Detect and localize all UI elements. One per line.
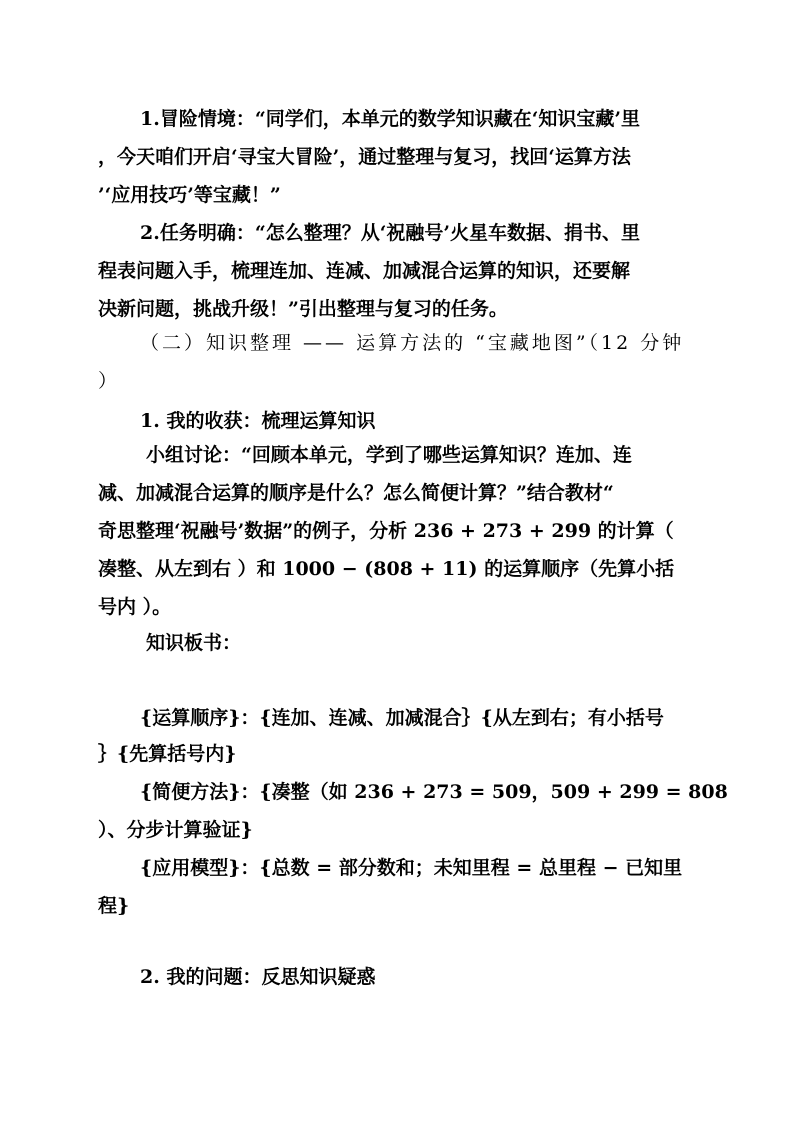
board-method-line-2: ）、分步计算验证} (98, 819, 253, 841)
paragraph-1-line-1: 1.冒险情境：“同学们，本单元的数学知识藏在‘知识宝藏’里 (140, 108, 640, 130)
section-heading-line-2: ） (98, 370, 121, 392)
board-model-line-1: {应用模型}：{总数 = 部分数和；未知里程 = 总里程 − 已知里 (140, 857, 683, 879)
paragraph-2-line-1: 2.任务明确：“怎么整理？从‘祝融号’火星车数据、捐书、里 (140, 222, 640, 244)
paragraph-2-line-2: 程表问题入手，梳理连加、连减、加减混合运算的知识，还要解 (98, 260, 631, 282)
discussion-line-4: 凑整、从左到右 ）和 1000 − (808 + 11) 的运算顺序（先算小括 (98, 558, 675, 580)
board-order-line-2: ｝{先算括号内} (98, 743, 237, 765)
subheading-harvest: 1. 我的收获：梳理运算知识 (140, 410, 376, 432)
paragraph-2-line-3: 决新问题，挑战升级！”引出整理与复习的任务。 (98, 298, 508, 320)
paragraph-1-line-3: ’‘应用技巧’等宝藏！” (98, 184, 281, 206)
paragraph-1-line-2: ，今天咱们开启‘寻宝大冒险’，通过整理与复习，找回‘运算方法 (98, 146, 631, 168)
discussion-line-2: 减、加减混合运算的顺序是什么？怎么简便计算？”结合教材“ (98, 482, 614, 504)
discussion-line-5: 号内 ）。 (98, 596, 172, 618)
board-method-line-1: {简便方法}：{凑整（如 236 + 273 = 509，509 + 299 = 808 (140, 781, 728, 803)
section-heading-line-1: （二）知识整理 —— 运算方法的 “宝藏地图”（12 分钟 (140, 332, 685, 354)
discussion-line-3: 奇思整理‘祝融号’数据”的例子，分析 236 + 273 + 299 的计算（ (98, 520, 674, 542)
discussion-line-1: 小组讨论：“回顾本单元，学到了哪些运算知识？连加、连 (146, 444, 632, 466)
board-order-line-1: {运算顺序}：{连加、连减、加减混合｝{从左到右；有小括号 (140, 707, 664, 729)
board-model-line-2: 程} (98, 895, 130, 917)
subheading-questions: 2. 我的问题：反思知识疑惑 (140, 966, 376, 988)
board-notes-label: 知识板书： (146, 632, 242, 654)
